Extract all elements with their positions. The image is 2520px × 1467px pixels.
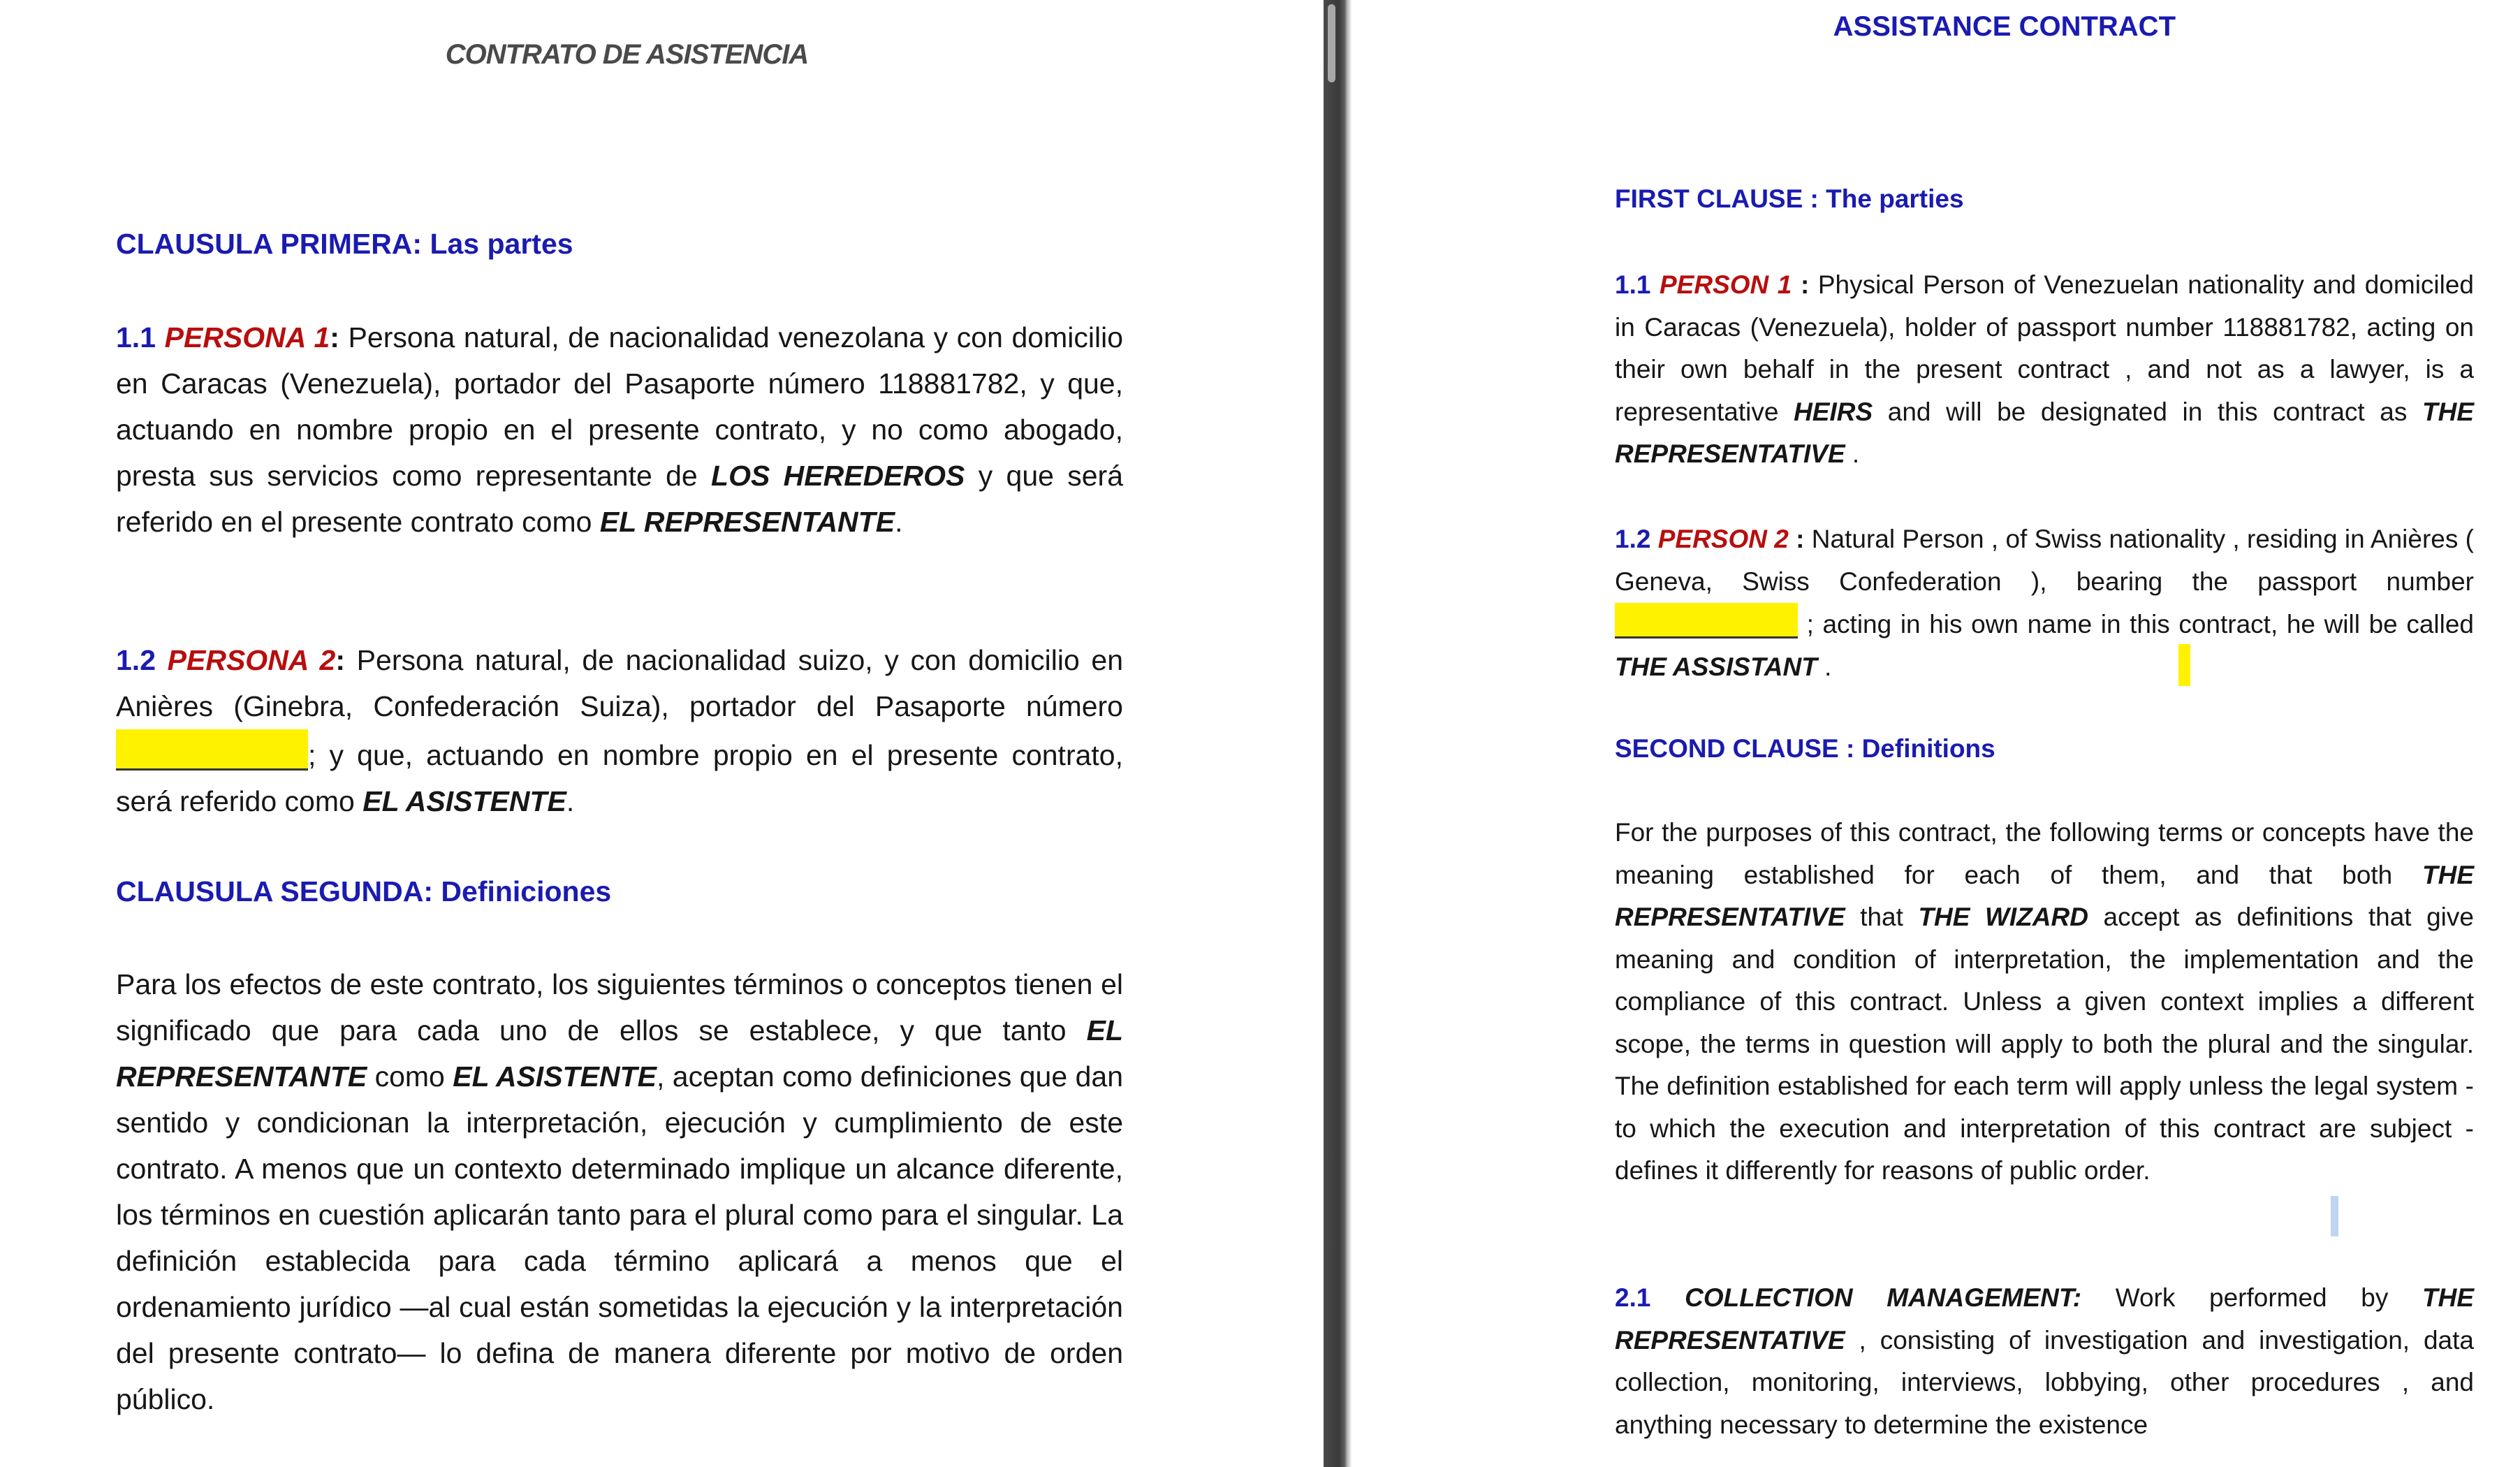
paragraph-text: , aceptan como definiciones que dan sentido y condicionan la interpretación, ejecución y cumplimiento de este contrato. A menos que un contexto determinado implique un alcance diferente, los términos en cuestión aplicarán tanto para el plural como para el singular. La definición establecida para cada término aplicará a menos que el ordenamiento jurídico —al cual están sometidas la ejecución y la interpretación del presente contrato— lo defina de manera diferente por motivo de orden público. — [116, 1060, 1123, 1415]
clause-1-heading: CLAUSULA PRIMERA: Las partes — [116, 228, 573, 260]
defined-term: LOS HEREDEROS — [711, 460, 965, 492]
label-colon: : — [335, 644, 346, 676]
paragraph-text: and will be designated in this contract as — [1873, 397, 2422, 426]
paragraph-text: For the purposes of this contract, the following terms or concepts have the meaning established for each of them, and that both — [1615, 818, 2474, 889]
paragraph-2-1 — [1615, 1277, 2474, 1446]
english-document-pane[interactable] — [1351, 0, 2520, 1467]
label-colon: : — [330, 321, 339, 353]
paragraph-text: , consisting of investigation and investigation, data collection, monitoring, interviews, lobbying, other procedures , and anything necessary to determine the existence — [1615, 1325, 2474, 1439]
defined-term: EL ASISTENTE — [453, 1060, 657, 1093]
paragraph-1-1 — [116, 314, 1123, 545]
document-title: ASSISTANCE CONTRACT — [1833, 11, 2176, 42]
paragraph-text: ; acting in his own name in this contract, he will be called — [1798, 610, 2474, 638]
party-label: PERSON 2 — [1657, 525, 1789, 553]
defined-term: THE ASSISTANT — [1615, 652, 1817, 681]
party-label: PERSONA 2 — [167, 644, 336, 676]
party-label: PERSONA 1 — [164, 321, 330, 353]
paragraph-text: . — [1845, 439, 1860, 468]
defined-term: THE REPRESENTATIVE — [1615, 1283, 2475, 1355]
paragraph-text: ; y que, actuando en nombre propio en el presente contrato, será referido como — [116, 739, 1123, 817]
paragraph-1-2 — [116, 637, 1123, 824]
document-title: CONTRATO DE ASISTENCIA — [445, 39, 809, 70]
paragraph-number: 1.1 — [1615, 270, 1651, 299]
clause-2-heading: CLAUSULA SEGUNDA: Definiciones — [116, 875, 612, 907]
paragraph-text: como — [367, 1060, 453, 1093]
defined-term: THE WIZARD — [1918, 903, 2088, 931]
clause-1-heading: FIRST CLAUSE : The parties — [1615, 184, 1964, 213]
paragraph-text: . — [895, 506, 903, 538]
passport-number-blank[interactable] — [116, 729, 308, 771]
paragraph-text: accept as definitions that give meaning and condition of interpretation, the implementation and the compliance of this contract. Unless a given context implies a different scope, the terms in question will apply to both the plural and the singular. The definition established for each term will apply unless the legal system - to which the execution and interpretation of this contract are subject - defines it differently for reasons of public order. — [1615, 903, 2474, 1185]
paragraph-text: Persona natural, de nacionalidad venezolana y con domicilio en Caracas (Venezuela), portador del Pasaporte número 118881782, y que, actuando en nombre propio en el presente contrato, y no como abogado, presta sus servicios como representante de — [116, 321, 1123, 492]
defined-term: EL REPRESENTANTE — [116, 1014, 1123, 1093]
paragraph-number: 1.1 — [116, 321, 156, 353]
paragraph-text: Para los efectos de este contrato, los siguientes términos o conceptos tienen el significado que para cada uno de ellos se establece, y que tanto — [116, 968, 1123, 1046]
paragraph-text: that — [1845, 903, 1919, 931]
defined-term: HEIRS — [1794, 397, 1873, 426]
clause-2-heading: SECOND CLAUSE : Definitions — [1615, 734, 1995, 763]
highlight-marker — [2178, 644, 2190, 686]
paragraph-text: Natural Person , of Swiss nationality , residing in Anières ( Geneva, Swiss Confederation ), bearing the passport number — [1615, 525, 2474, 596]
scrollbar-thumb[interactable] — [1328, 4, 1335, 82]
label-colon: : — [1792, 270, 1810, 299]
paragraph-1-2 — [1615, 518, 2474, 688]
paragraph-text: . — [1817, 652, 1832, 681]
definitions-paragraph — [116, 961, 1123, 1422]
defined-term: EL ASISTENTE — [362, 785, 566, 817]
paragraph-text: y que será referido en el presente contrato como — [116, 460, 1124, 538]
definitions-paragraph — [1615, 812, 2474, 1192]
label-colon: : — [1788, 525, 1805, 553]
paragraph-number: 2.1 — [1615, 1283, 1651, 1312]
paragraph-text: Persona natural, de nacionalidad suizo, y con domicilio en Anières (Ginebra, Confederación Suiza), portador del Pasaporte número — [116, 644, 1123, 722]
term-label: COLLECTION MANAGEMENT: — [1685, 1283, 2082, 1312]
paragraph-number: 1.2 — [1615, 525, 1651, 553]
passport-number-blank[interactable] — [1615, 603, 1798, 638]
paragraph-text: Physical Person of Venezuelan nationality and domiciled in Caracas (Venezuela), holder of passport number 118881782, acting on their own behalf in the present contract , and not as a lawyer, is a representative — [1615, 270, 2475, 426]
defined-term: EL REPRESENTANTE — [599, 506, 895, 538]
defined-term: THE REPRESENTATIVE — [1615, 860, 2474, 931]
text-cursor — [2331, 1196, 2338, 1236]
pane-divider[interactable] — [1324, 0, 1351, 1467]
paragraph-text: . — [566, 785, 575, 817]
defined-term: THE REPRESENTATIVE — [1615, 397, 2474, 468]
paragraph-1-1 — [1615, 264, 2474, 476]
party-label: PERSON 1 — [1660, 270, 1792, 299]
paragraph-number: 1.2 — [116, 644, 156, 676]
paragraph-text: Work performed by — [2081, 1283, 2423, 1312]
